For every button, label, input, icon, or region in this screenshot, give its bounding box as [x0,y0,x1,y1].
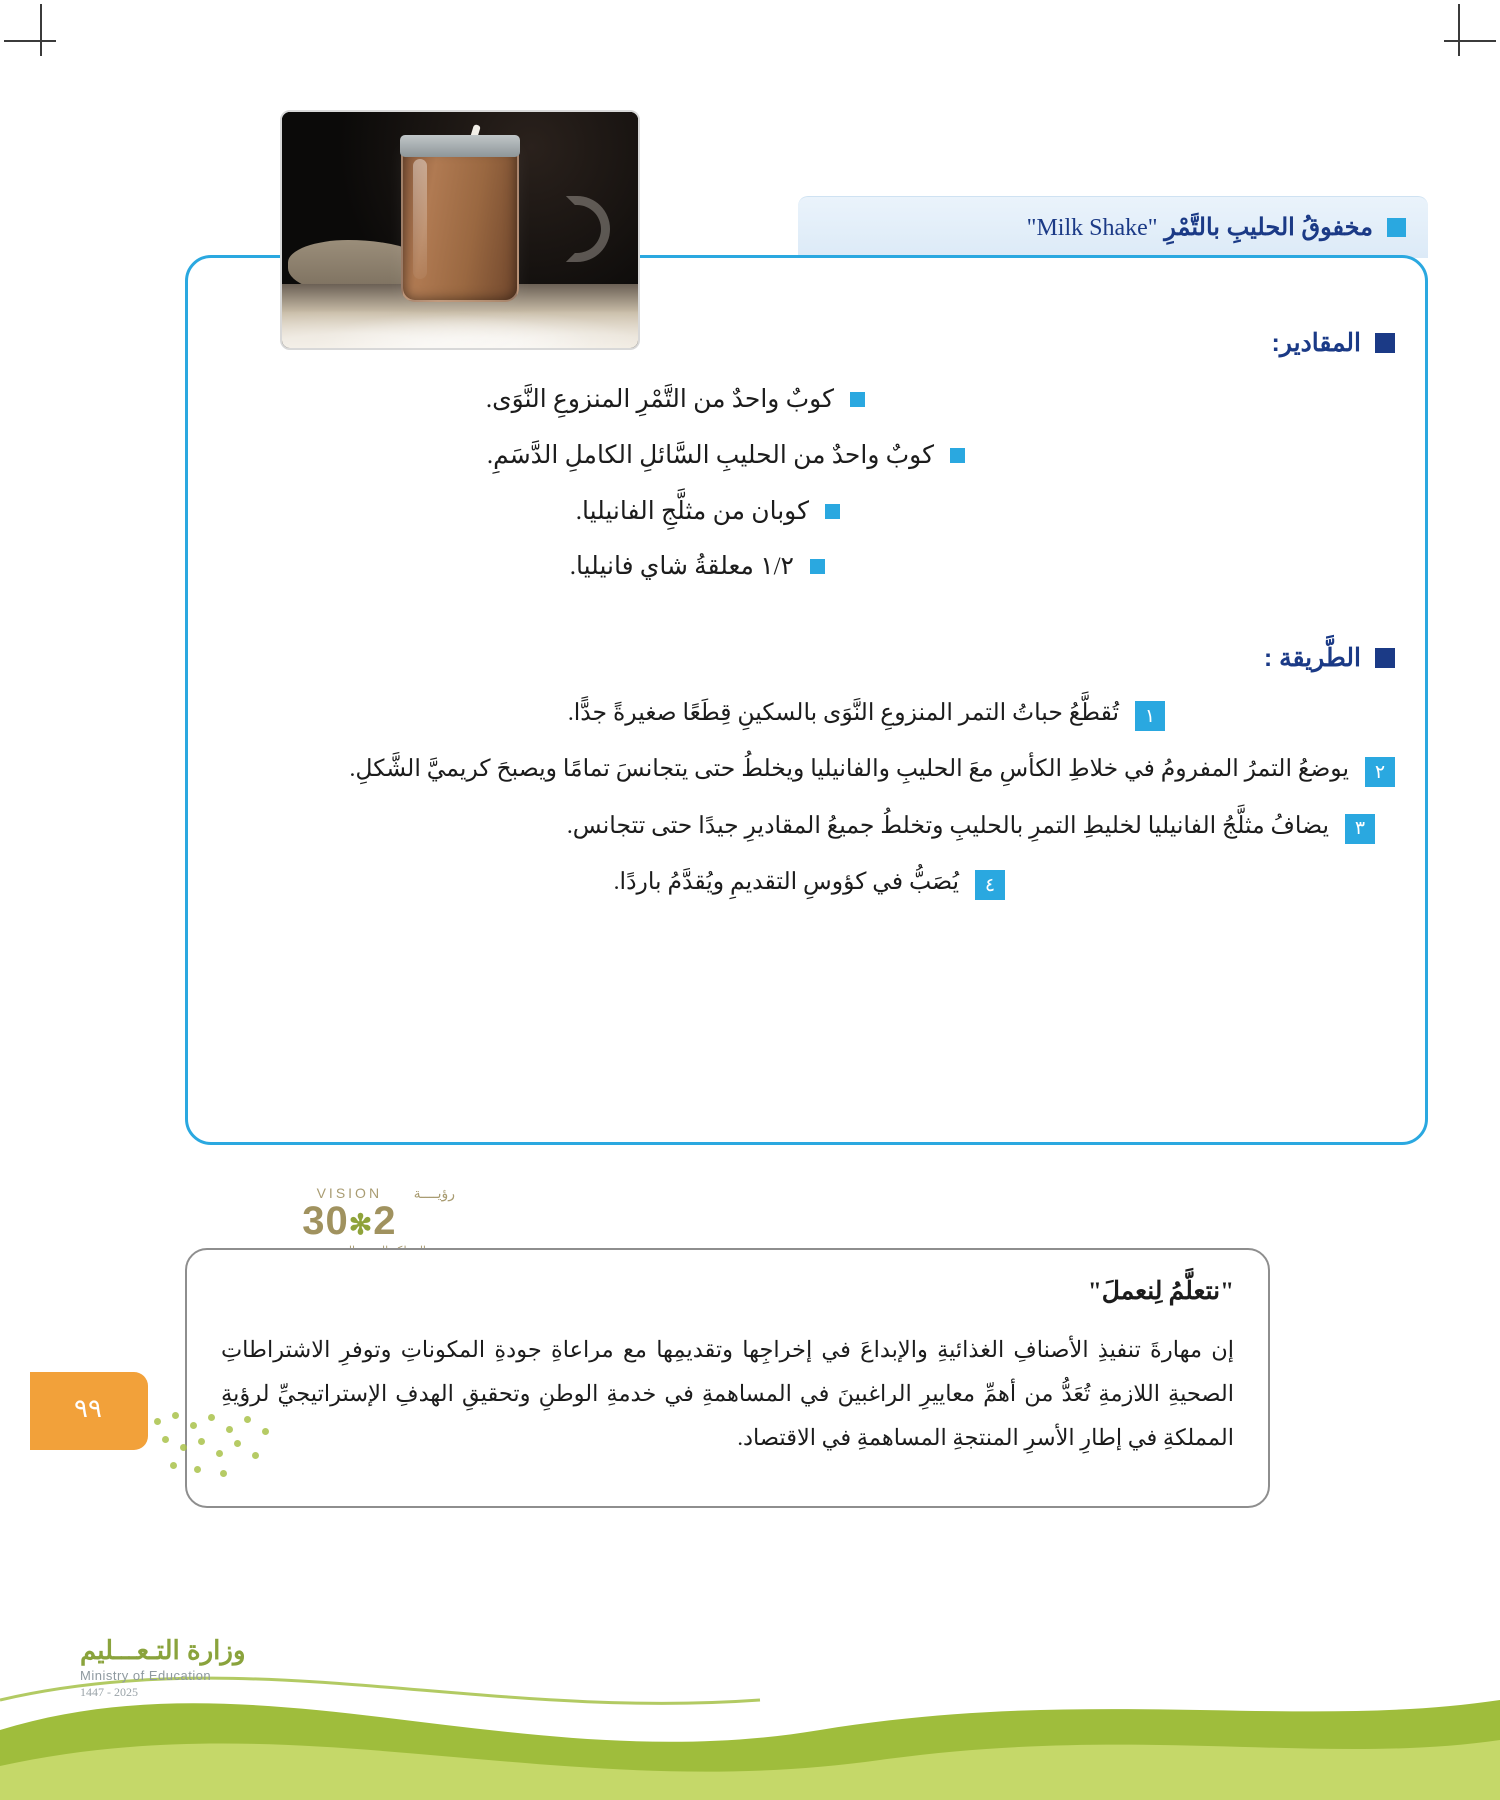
step-number: ١ [1135,701,1165,731]
ministry-year: 2025 - 1447 [80,1685,138,1699]
ingredient-text: كوبٌ واحدٌ من التَّمْرِ المنزوعِ النَّوَى. [485,386,834,413]
square-bullet-icon [810,559,825,574]
vision-number: 2✻30 [302,1199,397,1243]
step-text: يُصَبُّ في كؤوسِ التقديمِ ويُقدَّمُ باردًا. [613,869,959,896]
list-item [228,383,1385,417]
ministry-of-education-logo [80,1635,246,1700]
ingredient-text: ١/٢ معلقةُ شاي فانيليا. [569,553,794,581]
square-bullet-icon [825,504,840,519]
square-bullet-dark-icon [1375,648,1395,668]
step-number: ٤ [975,870,1005,900]
recipe-title [1027,213,1373,242]
page-number: ٩٩ [74,1394,102,1423]
learn-body: إن مهارةَ تنفيذِ الأصنافِ الغذائيةِ والإبداعَ في إخراجِها وتقديمِها مع مراعاةِ جودةِ المكوناتِ وتوفرِ الاشتراطاتِ الصحيةِ اللازمةِ تُعَدُّ من أهمِّ معاييرِ الراغبينَ في المساهمةِ في خدمةِ الوطنِ وتحقيقِ الهدفِ الإستراتيجيِّ لرؤيةِ المملكةِ في إطارِ الأسرِ المنتجةِ المساهمةِ في الاقتصاد. [221,1337,1234,1450]
vision-label-en: VISION [316,1185,383,1201]
list-item [228,550,1385,584]
square-bullet-dark-icon [1375,333,1395,353]
ingredients-list [228,383,1385,606]
step-number: ٣ [1345,814,1375,844]
step-text: تُقطَّعُ حباتُ التمر المنزوعِ النَّوَى بالسكينِ قِطَعًا صغيرةً جدًّا. [567,700,1119,726]
learn-title: "نتعلَّمُ لِنعملَ" [1087,1278,1234,1305]
decorative-dots [150,1410,290,1480]
recipe-title-tab [798,196,1428,258]
vision-label-ar: رؤيــــة [413,1185,455,1201]
ingredients-heading [1272,328,1396,358]
step-text: يوضعُ التمرُ المفرومُ في خلاطِ الكأسِ معَ الحليبِ والفانيليا ويخلطُ حتى يتجانسَ تمامًا ويصبحَ كريميَّ الشَّكلِ. [349,756,1349,783]
recipe-title-ar: مخفوقُ الحليبِ بالتَّمْرِ [1164,214,1373,241]
list-item [218,695,1395,731]
method-heading [1264,643,1395,673]
ingredient-text: كوبان من مثلَّجِ الفانيليا. [575,497,809,525]
recipe-card [185,255,1428,1145]
vision-star-icon: ✻ [348,1209,374,1240]
square-bullet-icon [1387,218,1406,237]
list-item [228,495,1385,529]
list-item [218,751,1395,787]
ministry-name-en: Ministry of Education [80,1668,212,1683]
method-list [218,695,1395,921]
list-item [218,808,1395,844]
ingredient-text: كوبٌ واحدٌ من الحليبِ السَّائلِ الكاملِ الدَّسَمِ. [486,441,934,469]
step-text: يضافُ مثلَّجُ الفانيليا لخليطِ التمرِ بالحليبِ وتخلطُ جميعُ المقاديرِ جيدًا حتى تتجانس. [566,812,1329,839]
photo-milkshake-jar [401,147,519,302]
list-item [218,864,1395,900]
ministry-name-ar: وزارة التـعـــليم [80,1635,246,1665]
square-bullet-icon [850,392,865,407]
list-item [228,439,1385,473]
ingredients-heading-label: المقادير: [1271,329,1361,357]
page-number-tab [30,1372,148,1450]
recipe-title-en: "Milk Shake" [1026,215,1158,241]
method-heading-label: الطَّريقة : [1263,644,1361,672]
square-bullet-icon [950,448,965,463]
step-number: ٢ [1365,757,1395,787]
learn-to-work-box [185,1248,1270,1508]
photo-powder [282,304,638,348]
milkshake-photo [280,110,640,350]
